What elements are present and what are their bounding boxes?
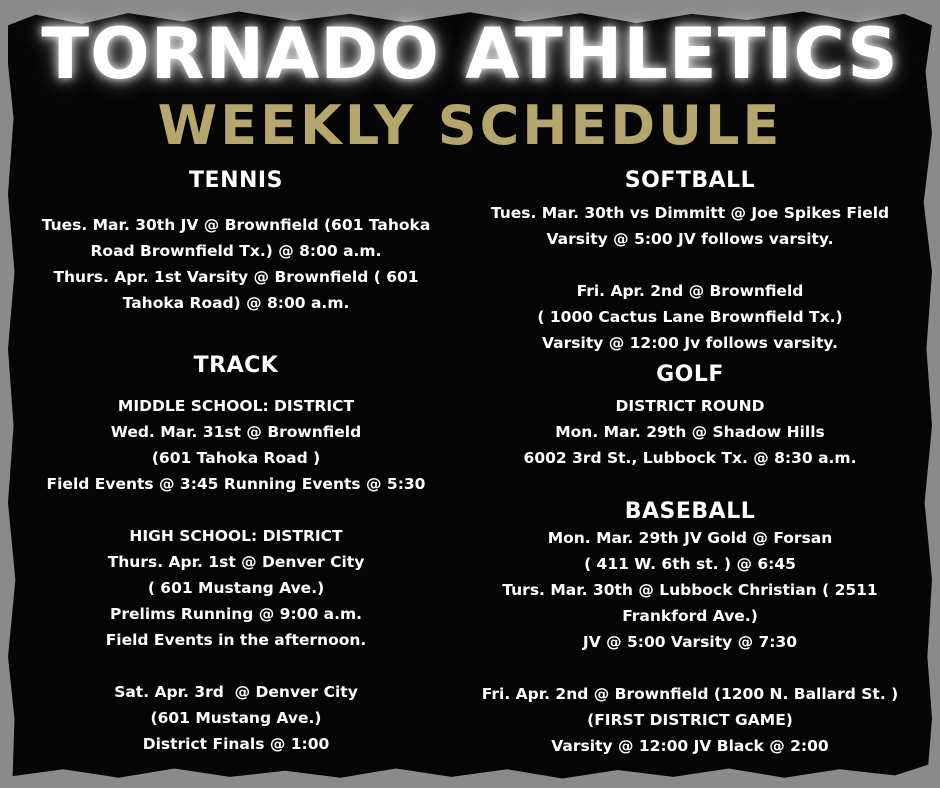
golf-heading: GOLF [656,362,724,387]
poster-subtitle: WEEKLY SCHEDULE [157,94,783,157]
baseball-schedule: Mon. Mar. 29th JV Gold @ Forsan ( 411 W. 6th st. ) @ 6:45 Turs. Mar. 30th @ Lubbock Christian ( 2511 Frankford Ave.) JV @ 5:00 Varsity @ 7:30 Fri. Apr. 2nd @ Brownfield (1200 N. Ballard St. ) (FIRST DISTRICT GAME) Varsity @ 12:00 JV Black @ 2:00 [481,529,899,755]
softball-heading: SOFTBALL [624,168,756,193]
track-schedule: MIDDLE SCHOOL: DISTRICT Wed. Mar. 31st @ Brownfield (601 Tahoka Road ) Field Events @ 3:45 Running Events @ 5:30 HIGH SCHOOL: DISTRICT Thurs. Apr. 1st @ Denver City ( 601 Mustang Ave.) Prelims Running @ 9:00 a.m. Field Events in the afternoon. Sat. Apr. 3rd @ Denver City (601 Mustang Ave.) District Finals @ 1:00 [46,397,426,753]
softball-schedule: Tues. Mar. 30th vs Dimmitt @ Joe Spikes Field Varsity @ 5:00 JV follows varsity. Fri. Apr. 2nd @ Brownfield ( 1000 Cactus Lane Brownfield Tx.) Varsity @ 12:00 Jv follows varsity. [490,204,890,352]
golf-schedule: DISTRICT ROUND Mon. Mar. 29th @ Shadow Hills 6002 3rd St., Lubbock Tx. @ 8:30 a.m. [523,397,857,467]
track-heading: TRACK [193,353,279,378]
tennis-schedule: Tues. Mar. 30th JV @ Brownfield (601 Tahoka Road Brownfield Tx.) @ 8:00 a.m. Thurs. Apr. 1st Varsity @ Brownfield ( 601 Tahoka Road) @ 8:00 a.m. [41,216,431,312]
baseball-heading: BASEBALL [624,499,756,524]
poster-title: TORNADO ATHLETICS [41,13,899,95]
tennis-heading: TENNIS [189,168,283,193]
